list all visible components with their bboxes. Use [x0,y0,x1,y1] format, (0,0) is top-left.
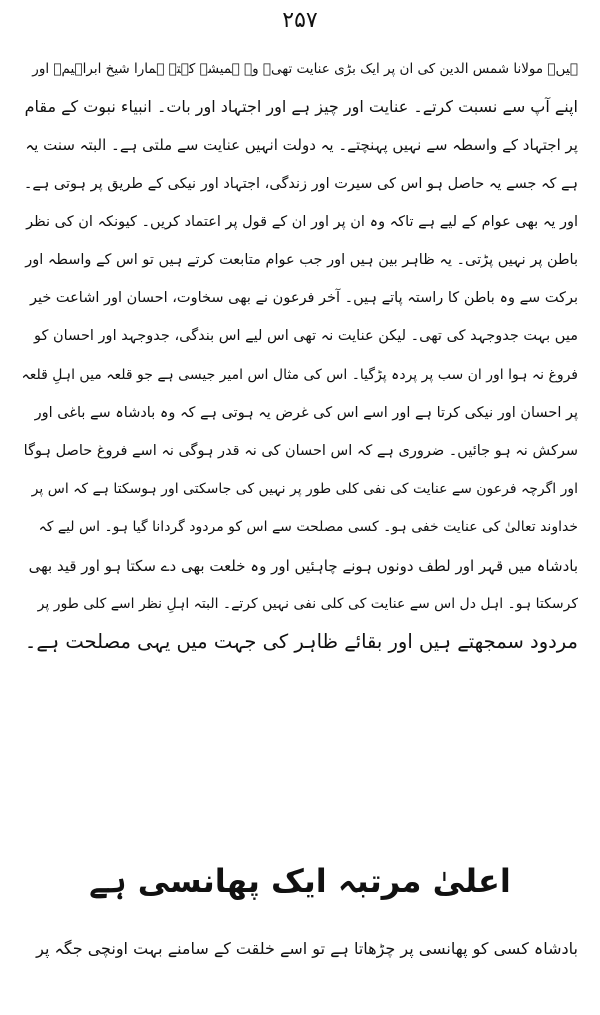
text-line: برکت سے وہ باطن کا راستہ پاتے ہیں۔ آخر فرعون نے بھی سخاوت، احسان اور اشاعت خیر [29,290,578,307]
text-line: سرکش نہ ہو جائیں۔ ضروری ہے کہ اس احسان کی نہ قدر ہوگی نہ اسے فروغ حاصل ہوگا [23,443,578,460]
text-line: کرسکتا ہو۔ اہل دل اس سے عنایت کی کلی نفی نہیں کرتے۔ البتہ اہلِ نظر اسے کلی طور پر [37,595,578,612]
body-paragraph [22,50,578,661]
text-line: اور یہ بھی عوام کے لیے ہے تاکہ وہ ان پر اور ان کے قول پر اعتماد کریں۔ کیونکہ ان کی نظر [26,213,578,230]
section-first-line: بادشاہ کسی کو پھانسی پر چڑھاتا ہے تو اسے خلقت کے سامنے بہت اونچی جگہ پر [36,939,578,958]
page-number: ۲۵۷ [282,8,318,33]
text-line: فروغ نہ ہوا اور ان سب پر پردہ پڑگیا۔ اس کی مثال اس امیر جیسی ہے جو قلعہ میں اہلِ قلعہ [22,366,578,383]
text-line: پر اجتہاد کے واسطہ سے نہیں پہنچتے۔ یہ دولت انہیں عنایت سے ملتی ہے۔ البتہ سنت یہ [25,136,578,155]
text-line: اپنے آپ سے نسبت کرتے۔ عنایت اور چیز ہے اور اجتہاد اور بات۔ انبیاء نبوت کے مقام [24,97,578,117]
text-line: پر احسان اور نیکی کرتا ہے اور اسے اس کی غرض یہ ہوتی ہے کہ وہ بادشاہ سے باغی اور [34,404,578,421]
text-line: اور اگرچہ فرعون سے عنایت کی نفی کلی طور پر نہیں کی جاسکتی اور ہوسکتا ہے کہ اس پر [31,481,578,498]
section-heading: اعلیٰ مرتبہ ایک پھانسی ہے [89,862,511,900]
text-line: مردود سمجھتے ہیں اور بقائے ظاہر کی جہت میں یہی مصلحت ہے۔ [24,630,578,654]
text-line: ہیں۔ مولانا شمس الدین کی ان پر ایک بڑی عنایت تھی۔ وہ ہمیشہ کہتے ہمارا شیخ ابراہیمؒ اور [32,61,578,77]
text-line: بادشاہ میں قہر اور لطف دونوں ہونے چاہئیں اور وہ خلعت بھی دے سکتا ہو اور قید بھی [28,556,578,575]
text-line: ہے کہ جسے یہ حاصل ہو اس کی سیرت اور زندگی، اجتہاد اور نیکی کے طریق پر ہوتی ہے۔ [23,175,578,192]
text-line: خداوند تعالیٰ کی عنایت خفی ہو۔ کسی مصلحت سے اس کو مردود گردانا گیا ہو۔ اس لیے کہ [38,519,578,536]
text-line: باطن پر نہیں پڑتی۔ یہ ظاہر بین ہیں اور جب عوام متابعت کرتے ہیں تو اس کے واسطہ اور [25,252,578,269]
text-line: میں بہت جدوجہد کی تھی۔ لیکن عنایت نہ تھی اس لیے اس بندگی، جدوجہد اور احسان کو [33,328,578,345]
